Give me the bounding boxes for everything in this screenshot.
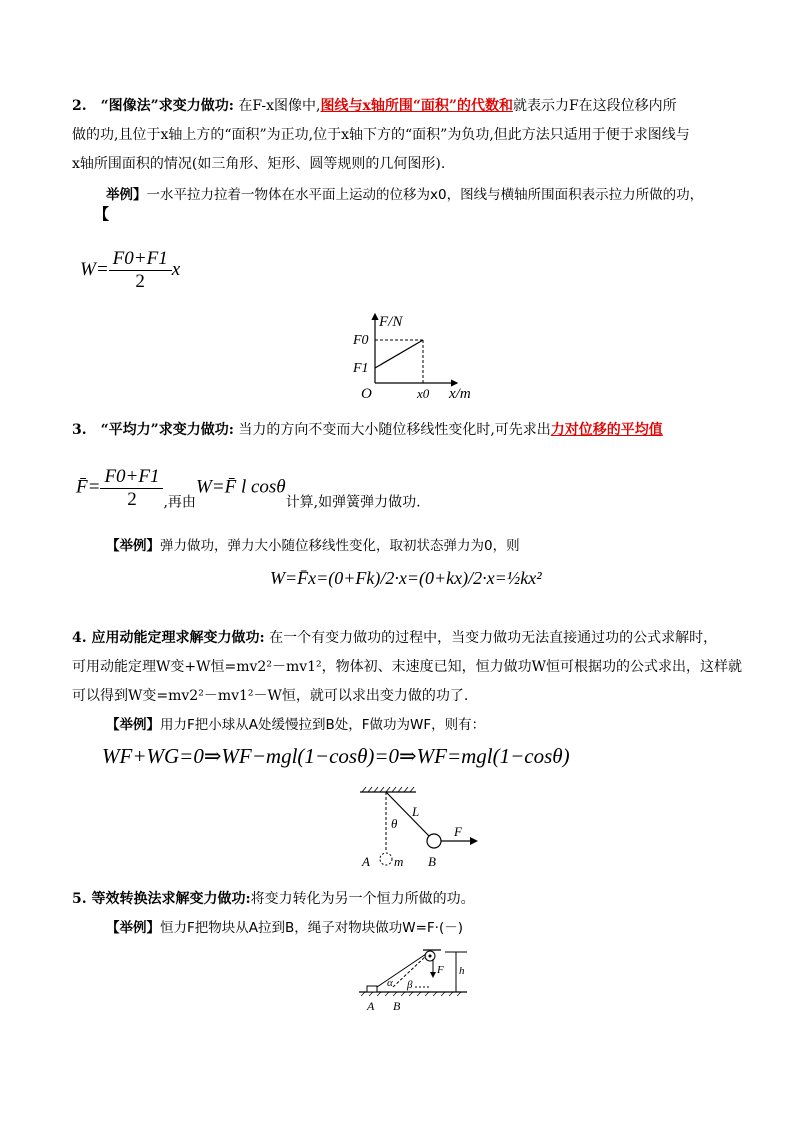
ball-a <box>380 853 392 865</box>
s3-frac-den: 2 <box>127 489 137 510</box>
label-l: L <box>412 804 420 819</box>
s2-formula-x: x <box>171 258 181 280</box>
s2-line1 <box>72 95 732 117</box>
s2-line3: x轴所围面积的情况(如三角形、矩形、圆等规则的几何图形). <box>72 156 446 172</box>
label-b: B <box>393 999 401 1013</box>
s3-fbar: F̄= <box>76 476 101 498</box>
s5-line1 <box>72 888 732 910</box>
s3-formula-line <box>76 466 421 512</box>
s3-example-text: 弹力做功，弹力大小随位移线性变化，取初状态弹力为0，则 <box>160 538 520 554</box>
s3-example-label: 【举例】 <box>106 538 160 554</box>
label-f: F <box>454 824 462 839</box>
s2-example-label: 举例】 <box>106 187 147 203</box>
s3-frac-num: F0+F1 <box>100 466 163 489</box>
label-a: A <box>367 999 375 1013</box>
label-a: A <box>362 854 370 869</box>
s2-formula-den: 2 <box>135 271 145 292</box>
fx-line <box>375 340 423 368</box>
force-arrow <box>470 837 478 845</box>
s2-example <box>106 184 766 206</box>
s4-line2: 可用动能定理W变+W恒=mv2²－mv1²，物体初、末速度已知，恒力做功W恒可根据功的公式求出，这样就 <box>72 659 743 675</box>
s3-text1: 当力的方向不变而大小随位移线性变化时,可先求出 <box>233 422 551 438</box>
s4-example-text: 用力F把小球从A处缓慢拉到B处，F做功为WF，则有： <box>160 717 486 733</box>
s5-example-label: 【举例】 <box>106 920 160 936</box>
fx-xlabel: x/m <box>449 386 471 402</box>
s3-line1 <box>72 419 732 441</box>
s2-highlight: 图线与x轴所围“面积”的代数和 <box>320 98 513 114</box>
s2-line2: 做的功,且位于x轴上方的“面积”为正功,位于x轴下方的“面积”为负功,但此方法只适用于便于求图线与 <box>72 127 690 143</box>
s4-text1: 在一个有变力做功的过程中，当变力做功无法直接通过功的公式求解时， <box>264 630 718 646</box>
label-theta: θ <box>391 816 398 831</box>
pulley-figure <box>355 946 485 1016</box>
s2-formula-num: F0+F1 <box>109 248 172 271</box>
fx-ylabel: F/N <box>379 314 403 330</box>
rope-a <box>377 954 426 987</box>
label-h: h <box>459 965 465 977</box>
pendulum-figure <box>350 784 510 874</box>
label-alpha: α <box>387 977 393 989</box>
s2-formula-frac <box>109 248 172 293</box>
s2-bracket: 【 <box>94 205 110 223</box>
s2-example-text: 一水平拉力拉着一物体在水平面上运动的位移为x0，图线与横轴所围面积表示拉力所做的功， <box>146 187 704 203</box>
s4-line1 <box>72 627 732 649</box>
fx-graph <box>345 308 515 403</box>
fx-f1: F1 <box>353 361 369 376</box>
s4-formula: WF+WG=0⇒WF−mgl(1−cosθ)=0⇒WF=mgl(1−cosθ) <box>102 744 570 768</box>
s2-formula-w: W <box>80 258 96 280</box>
label-m: m <box>394 854 404 869</box>
s3-frac <box>100 466 163 511</box>
fx-x0: x0 <box>417 386 430 401</box>
s4-example-label: 【举例】 <box>106 717 160 733</box>
s3-f2: W=F̄ l cosθ <box>195 476 286 498</box>
s2-formula <box>80 248 180 293</box>
ceiling-hatch <box>362 787 414 792</box>
fx-origin: O <box>361 386 372 402</box>
s3-formula2: W=F̄x=(0+Fk)/2·x=(0+kx)/2·x=½kx² <box>270 568 542 588</box>
label-b: B <box>428 854 436 869</box>
s2-heading: 2. “图像法”求变力做功: <box>72 98 234 114</box>
s3-heading: 3. “平均力”求变力做功: <box>72 422 234 438</box>
s3-example <box>106 535 766 557</box>
s2-formula-eq: = <box>95 258 109 280</box>
s5-example-text: 恒力F把物块从A拉到B，绳子对物块做功W=F·(－) <box>160 920 464 936</box>
label-f: F <box>437 964 444 976</box>
pulley-axle <box>429 955 432 958</box>
s3-tail: 计算,如弹簧弹力做功. <box>285 494 421 511</box>
s5-heading: 5. 等效转换法求解变力做功: <box>72 891 251 907</box>
block <box>367 986 377 992</box>
s4-heading: 4. 应用动能定理求解变力做功: <box>72 630 265 646</box>
force-arrow-down <box>430 972 436 978</box>
s4-example <box>106 714 766 736</box>
s5-example <box>106 917 766 939</box>
s2-text2: 就表示力F在这段位移内所 <box>512 98 677 114</box>
s4-line3: 可以得到W变=mv2²－mv1²－W恒，就可以求出变力做的功了. <box>72 688 469 704</box>
s3-highlight: 力对位移的平均值 <box>550 422 663 438</box>
s3-mid: ,再由 <box>163 494 196 511</box>
label-beta: β <box>407 979 413 991</box>
ball-b <box>427 834 441 848</box>
fx-f0: F0 <box>353 333 369 348</box>
s5-text1: 将变力转化为另一个恒力所做的功。 <box>250 891 475 907</box>
s2-text1: 在F-x图像中, <box>233 98 321 114</box>
